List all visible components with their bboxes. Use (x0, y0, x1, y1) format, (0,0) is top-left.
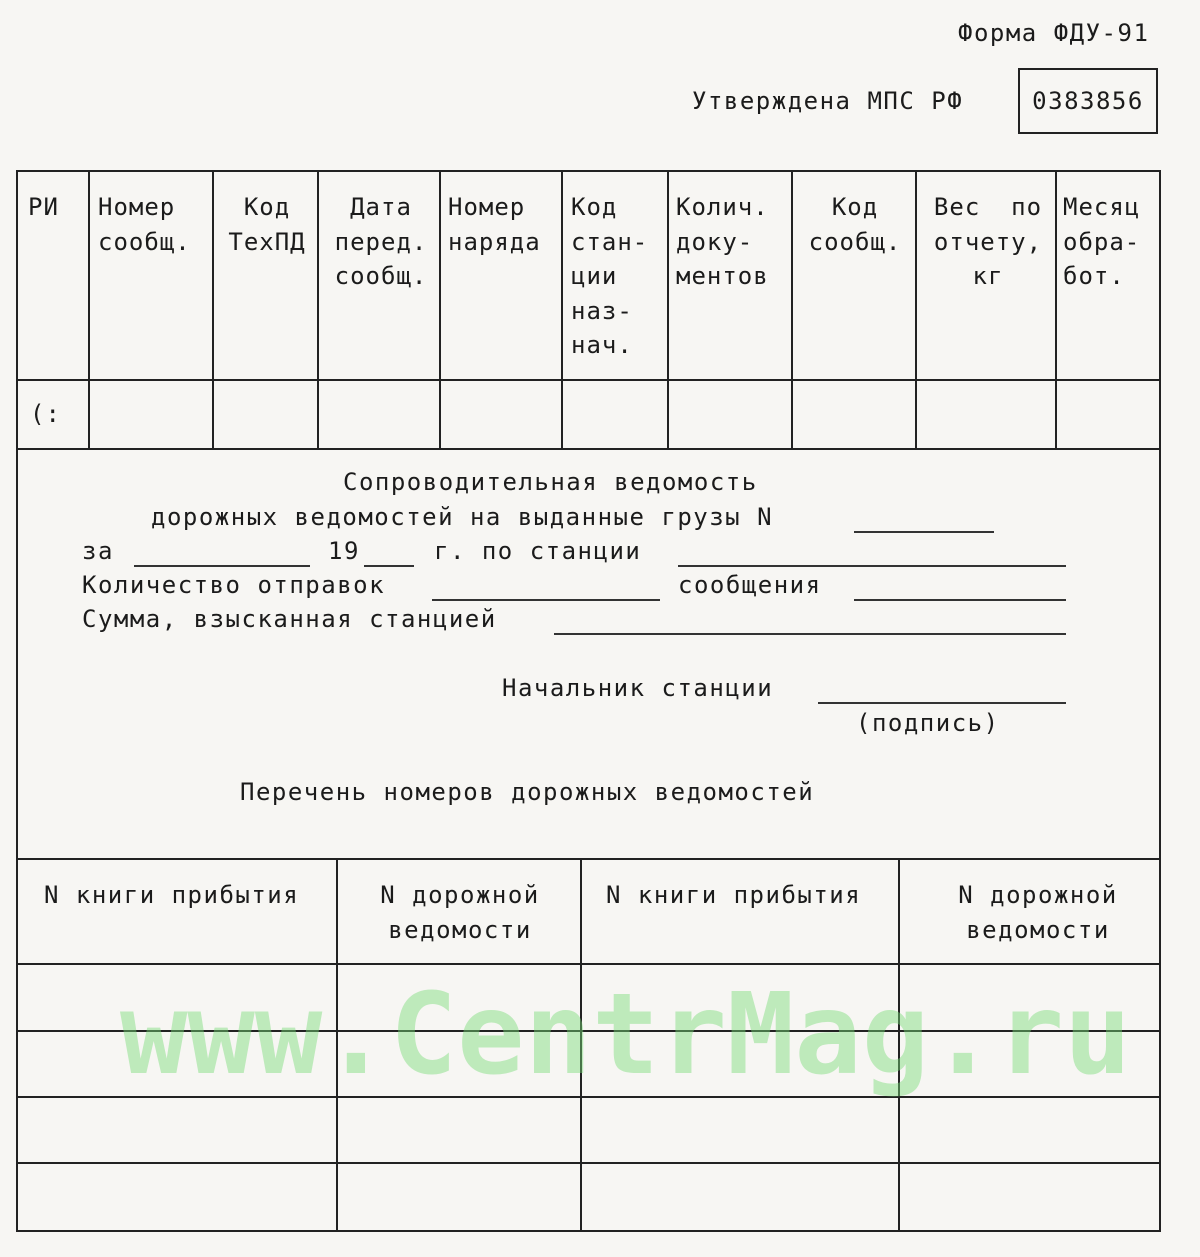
col-header-destination-station: Код стан- ции наз- нач. (571, 193, 649, 359)
top-col-divider-8 (915, 172, 917, 448)
bottom-col-header-statement-2: N дорожной ведомости (958, 881, 1118, 944)
statement-number-field[interactable] (854, 531, 994, 533)
title-line-2: дорожных ведомостей на выданные грузы N (151, 503, 774, 531)
top-col-divider-5 (561, 172, 563, 448)
sum-label: Сумма, взысканная станцией (82, 605, 497, 633)
col-header-processing-month: Месяц обра- бот. (1063, 193, 1141, 290)
col-header-send-date: Дата перед. сообщ. (334, 193, 428, 290)
message-label: сообщения (678, 571, 822, 599)
col-header-weight: Вес по отчету, кг (933, 193, 1043, 290)
chief-label: Начальник станции (502, 674, 774, 702)
bottom-table-header-divider (18, 963, 1159, 965)
col-header-ri: РИ (28, 193, 59, 221)
title-line-1: Сопроводительная ведомость (343, 468, 758, 496)
top-col-divider-3 (317, 172, 319, 448)
bottom-col-header-arrival-book-2: N книги прибытия (606, 881, 862, 909)
col-header-message-code: Код сообщ. (808, 193, 902, 256)
chief-signature-field[interactable] (818, 702, 1066, 704)
shipments-label: Количество отправок (82, 571, 386, 599)
sum-field[interactable] (554, 633, 1066, 635)
col-header-documents-count: Колич. доку- ментов (676, 193, 769, 290)
bottom-col-header-statement-1: N дорожной ведомости (380, 881, 540, 944)
bottom-table-top-line (18, 858, 1159, 860)
top-col-divider-6 (667, 172, 669, 448)
date-field[interactable] (134, 565, 310, 567)
list-title: Перечень номеров дорожных ведомостей (240, 778, 815, 806)
top-col-divider-4 (439, 172, 441, 448)
year-field[interactable] (364, 565, 414, 567)
form-code-box (1018, 68, 1158, 134)
watermark: www.CentrMag.ru (120, 970, 1132, 1100)
top-col-divider-2 (212, 172, 214, 448)
message-field[interactable] (854, 599, 1066, 601)
year-label: 19 (328, 537, 360, 565)
col-header-order-number: Номер наряда (448, 193, 541, 256)
signature-label: (подпись) (856, 709, 1000, 737)
top-table-first-cell: (: (30, 400, 61, 428)
col-header-techpd-code: Код ТехПД (228, 193, 306, 256)
top-col-divider-7 (791, 172, 793, 448)
form-label: Форма ФДУ-91 (958, 19, 1150, 47)
date-prefix: за (82, 537, 114, 565)
col-header-message-number: Номер сообщ. (98, 193, 191, 256)
form-code: 0383856 (1032, 87, 1144, 115)
top-table-bottom-line (18, 448, 1159, 450)
approved-label: Утверждена МПС РФ (692, 87, 964, 115)
bottom-table-row-line-3 (18, 1162, 1159, 1164)
station-field[interactable] (678, 565, 1066, 567)
bottom-col-header-arrival-book-1: N книги прибытия (44, 881, 300, 909)
shipments-field[interactable] (432, 599, 660, 601)
top-table-header-divider (18, 379, 1159, 381)
top-col-divider-1 (88, 172, 90, 448)
station-label: г. по станции (434, 537, 642, 565)
top-col-divider-9 (1055, 172, 1057, 448)
